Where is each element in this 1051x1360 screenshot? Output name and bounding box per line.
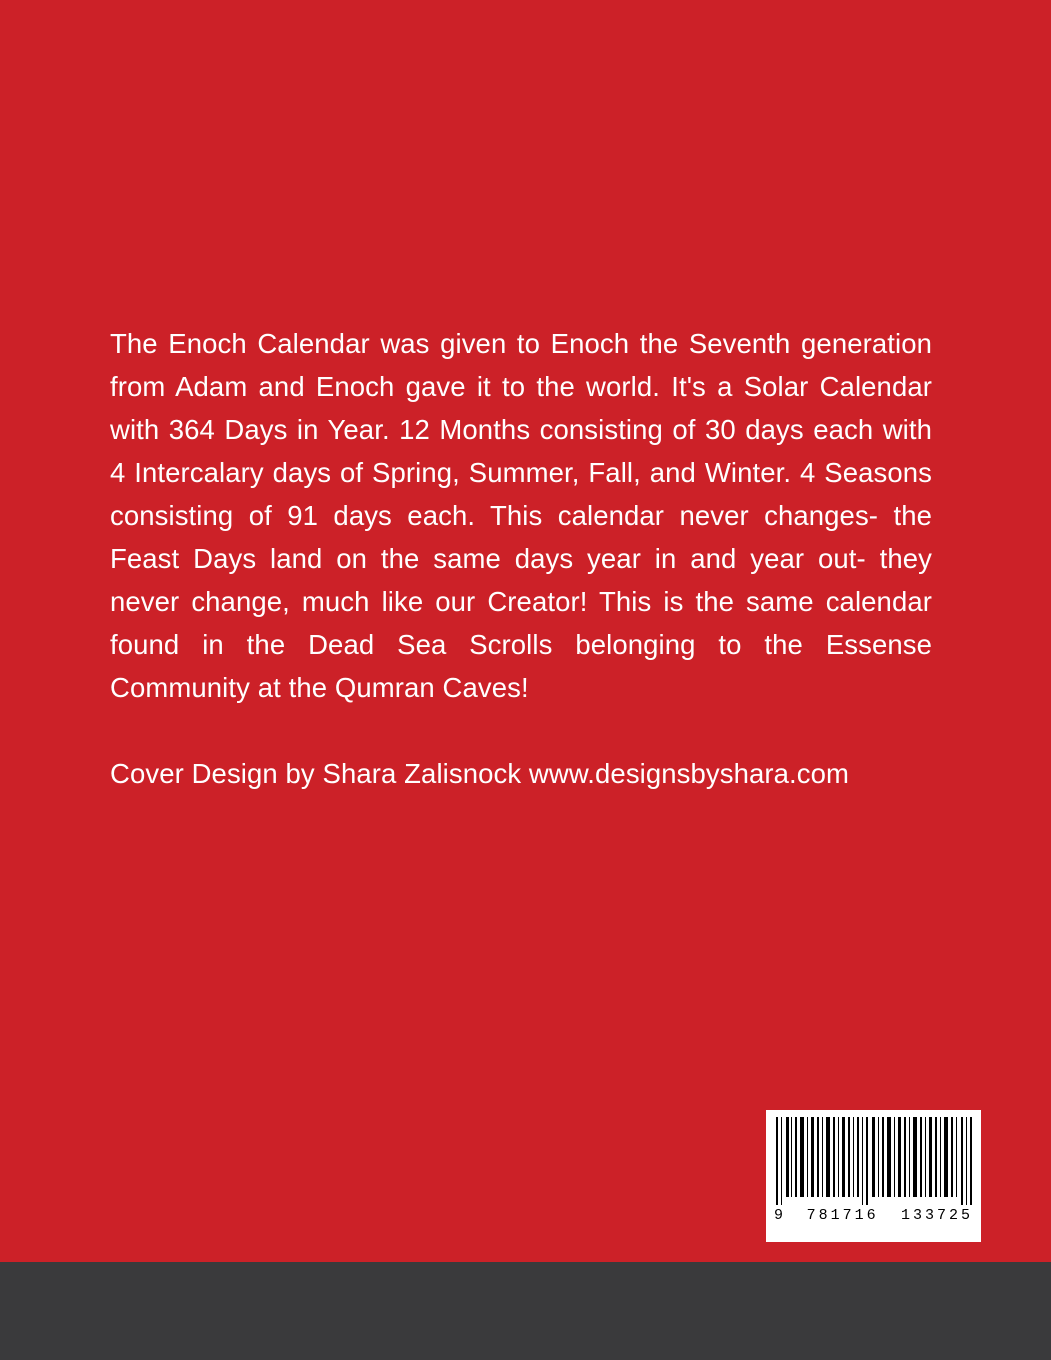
isbn-digit-group-mid: 781716 bbox=[806, 1207, 879, 1224]
cover-design-credit: Cover Design by Shara Zalisnock www.designsbyshara.com bbox=[110, 757, 850, 789]
isbn-digit-group-right: 133725 bbox=[900, 1207, 973, 1224]
isbn-number bbox=[772, 1207, 975, 1224]
cover-blurb-text: The Enoch Calendar was given to Enoch the Seventh generation from Adam and Enoch gave it to the world. It's a Solar Calendar with 364 Days in Year. 12 Months consisting of 30 days each with 4 Intercalary days of Spring, Summer, Fall, and Winter. 4 Seasons consisting of 91 days each. This calendar never changes- the Feast Days land on the same days year in and year out- they never change, much like our Creator! This is the same calendar found in the Dead Sea Scrolls belonging to the Essense Community at the Qumran Caves! bbox=[110, 327, 932, 703]
isbn-digit-group-left: 9 bbox=[774, 1207, 785, 1224]
bottom-band bbox=[0, 1262, 1051, 1360]
barcode-bars-icon bbox=[772, 1117, 975, 1205]
isbn-barcode bbox=[766, 1110, 981, 1242]
